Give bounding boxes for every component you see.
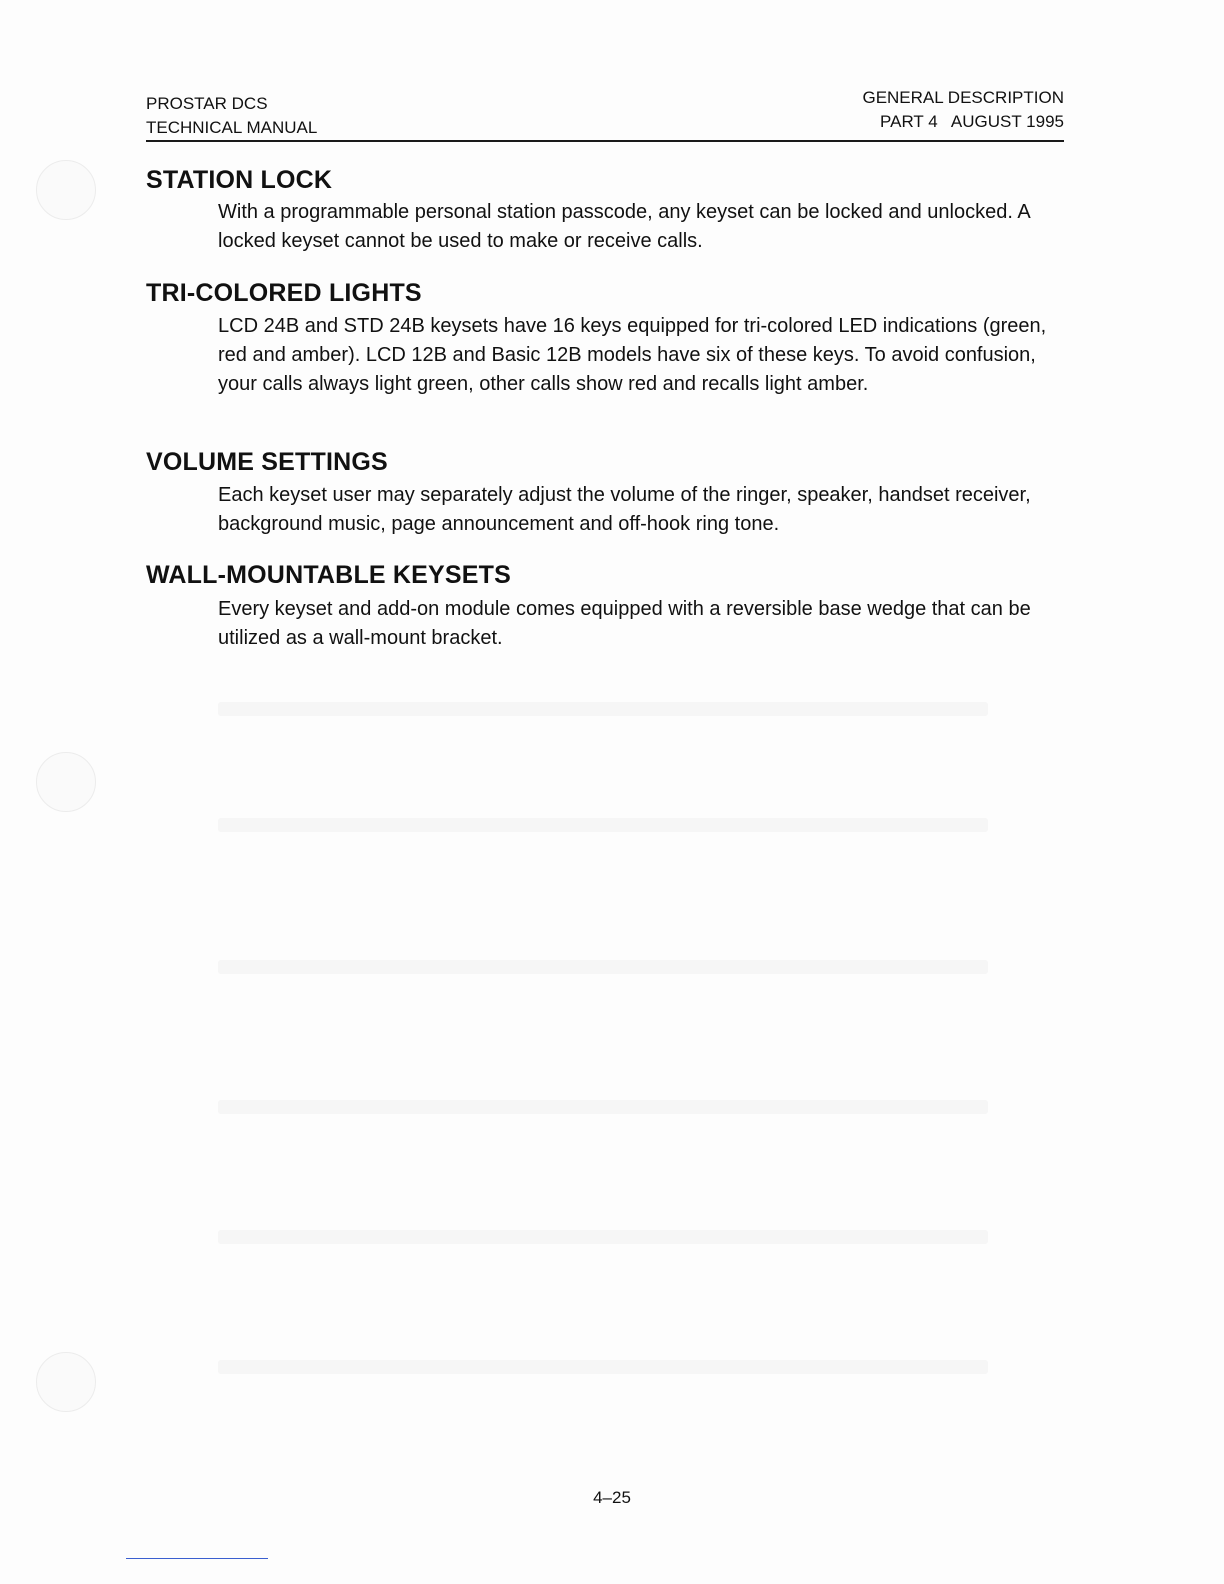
section-body-volume-settings: Each keyset user may separately adjust the volume of the ringer, speaker, handset receiver, background music, page announcement and off-hook ring tone.	[218, 484, 1031, 535]
header-section: GENERAL DESCRIPTION	[862, 88, 1064, 107]
section-body-wall-mountable-keysets: Every keyset and add-on module comes equipped with a reversible base wedge that can be utilized as a wall-mount bracket.	[218, 598, 1031, 649]
header-rule	[146, 140, 1064, 142]
section-heading-volume-settings: VOLUME SETTINGS	[146, 448, 388, 476]
header-manual: TECHNICAL MANUAL	[146, 118, 318, 137]
running-header	[146, 88, 1064, 140]
page-number: 4–25	[593, 1488, 631, 1507]
bleed-through-band	[218, 702, 988, 716]
bleed-through-band	[218, 1100, 988, 1114]
section-heading-wall-mountable-keysets: WALL-MOUNTABLE KEYSETS	[146, 561, 512, 589]
section-body-station-lock: With a programmable personal station passcode, any keyset can be locked and unlocked. A locked keyset cannot be used to make or receive calls.	[218, 201, 1030, 252]
header-right	[862, 86, 1064, 134]
header-part-date: PART 4 AUGUST 1995	[880, 112, 1064, 131]
bleed-through-band	[218, 818, 988, 832]
section-heading-station-lock: STATION LOCK	[146, 166, 333, 194]
header-left	[146, 92, 317, 140]
bleed-through-band	[218, 1230, 988, 1244]
bleed-through-band	[218, 960, 988, 974]
binder-hole-bottom	[36, 1352, 96, 1412]
binder-hole-top	[36, 160, 96, 220]
bottom-rule	[126, 1558, 268, 1559]
header-product: PROSTAR DCS	[146, 94, 268, 113]
section-body-tri-colored-lights: LCD 24B and STD 24B keysets have 16 keys equipped for tri-colored LED indications (green, red and amber). LCD 12B and Basic 12B models have six of these keys. To avoid confusion, your calls always light green, other calls show red and recalls light amber.	[218, 315, 1047, 395]
bleed-through-band	[218, 1360, 988, 1374]
section-heading-tri-colored-lights: TRI-COLORED LIGHTS	[146, 279, 422, 307]
binder-hole-middle	[36, 752, 96, 812]
